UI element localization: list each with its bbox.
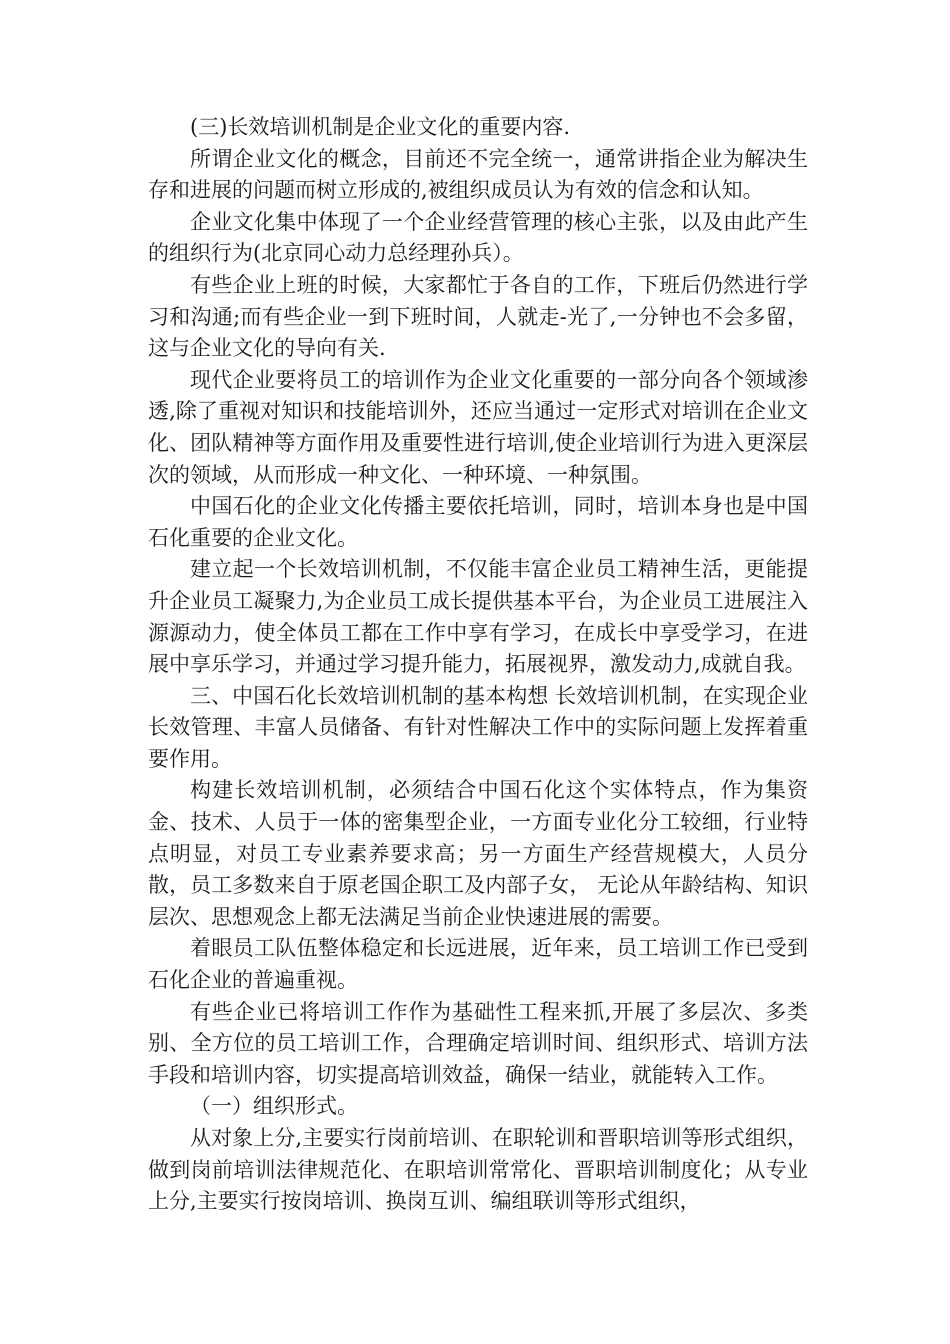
- paragraph-13: 从对象上分,主要实行岗前培训、在职轮训和晋职培训等形式组织，做到岗前培训法律规范化、在职培训常常化、晋职培训制度化；从专业上分,主要实行按岗培训、换岗互训、编组联训等形式组织，: [148, 1126, 808, 1214]
- paragraph-12: （一）组织形式。: [190, 1094, 358, 1119]
- paragraph-1: (三)长效培训机制是企业文化的重要内容.: [190, 115, 571, 139]
- paragraph-10: 着眼员工队伍整体稳定和长远进展，近年来，员工培训工作已受到石化企业的普遍重视。: [148, 936, 808, 993]
- paragraph-6: 中国石化的企业文化传播主要依托培训，同时，培训本身也是中国石化重要的企业文化。: [148, 494, 808, 550]
- paragraph-5: 现代企业要将员工的培训作为企业文化重要的一部分向各个领域渗透,除了重视对知识和技能培训外，还应当通过一定形式对培训在企业文化、团队精神等方面作用及重要性进行培训,使企业培训行为进入更深层次的领域，从而形成一种文化、一种环境、一种氛围。: [148, 367, 808, 487]
- paragraph-4: 有些企业上班的时候，大家都忙于各自的工作，下班后仍然进行学习和沟通;而有些企业一到下班时间，人就走-光了,一分钟也不会多留，这与企业文化的导向有关.: [148, 272, 808, 361]
- paragraph-2: 所谓企业文化的概念，目前还不完全统一，通常讲指企业为解决生存和进展的问题而树立形成的,被组织成员认为有效的信念和认知。: [148, 146, 808, 203]
- paragraph-9: 构建长效培训机制，必须结合中国石化这个实体特点，作为集资金、技术、人员于一体的密集型企业，一方面专业化分工较细，行业特点明显，对员工专业素养要求高；另一方面生产经营规模大，人员分散，员工多数来自于原老国企职工及内部子女， 无论从年龄结构、知识层次、思想观念上都无法满足当前企业快速进展的需要。: [148, 778, 808, 929]
- paragraph-8: 三、中国石化长效培训机制的基本构想 长效培训机制，在实现企业长效管理、丰富人员储备、有针对性解决工作中的实际问题上发挥着重要作用。: [148, 683, 808, 771]
- paragraph-7: 建立起一个长效培训机制，不仅能丰富企业员工精神生活，更能提升企业员工凝聚力,为企业员工成长提供基本平台，为企业员工进展注入源源动力，使全体员工都在工作中享有学习，在成长中享受学习，在进展中享乐学习，并通过学习提升能力，拓展视界，激发动力,成就自我。: [148, 557, 808, 677]
- paragraph-11: 有些企业已将培训工作作为基础性工程来抓,开展了多层次、多类别、全方位的员工培训工作，合理确定培训时间、组织形式、培训方法手段和培训内容，切实提高培训效益，确保一结业，就能转入工作。: [148, 999, 808, 1087]
- document-body: [148, 112, 808, 1218]
- paragraph-3: 企业文化集中体现了一个企业经营管理的核心主张，以及由此产生的组织行为(北京同心动力总经理孙兵）。: [148, 209, 808, 266]
